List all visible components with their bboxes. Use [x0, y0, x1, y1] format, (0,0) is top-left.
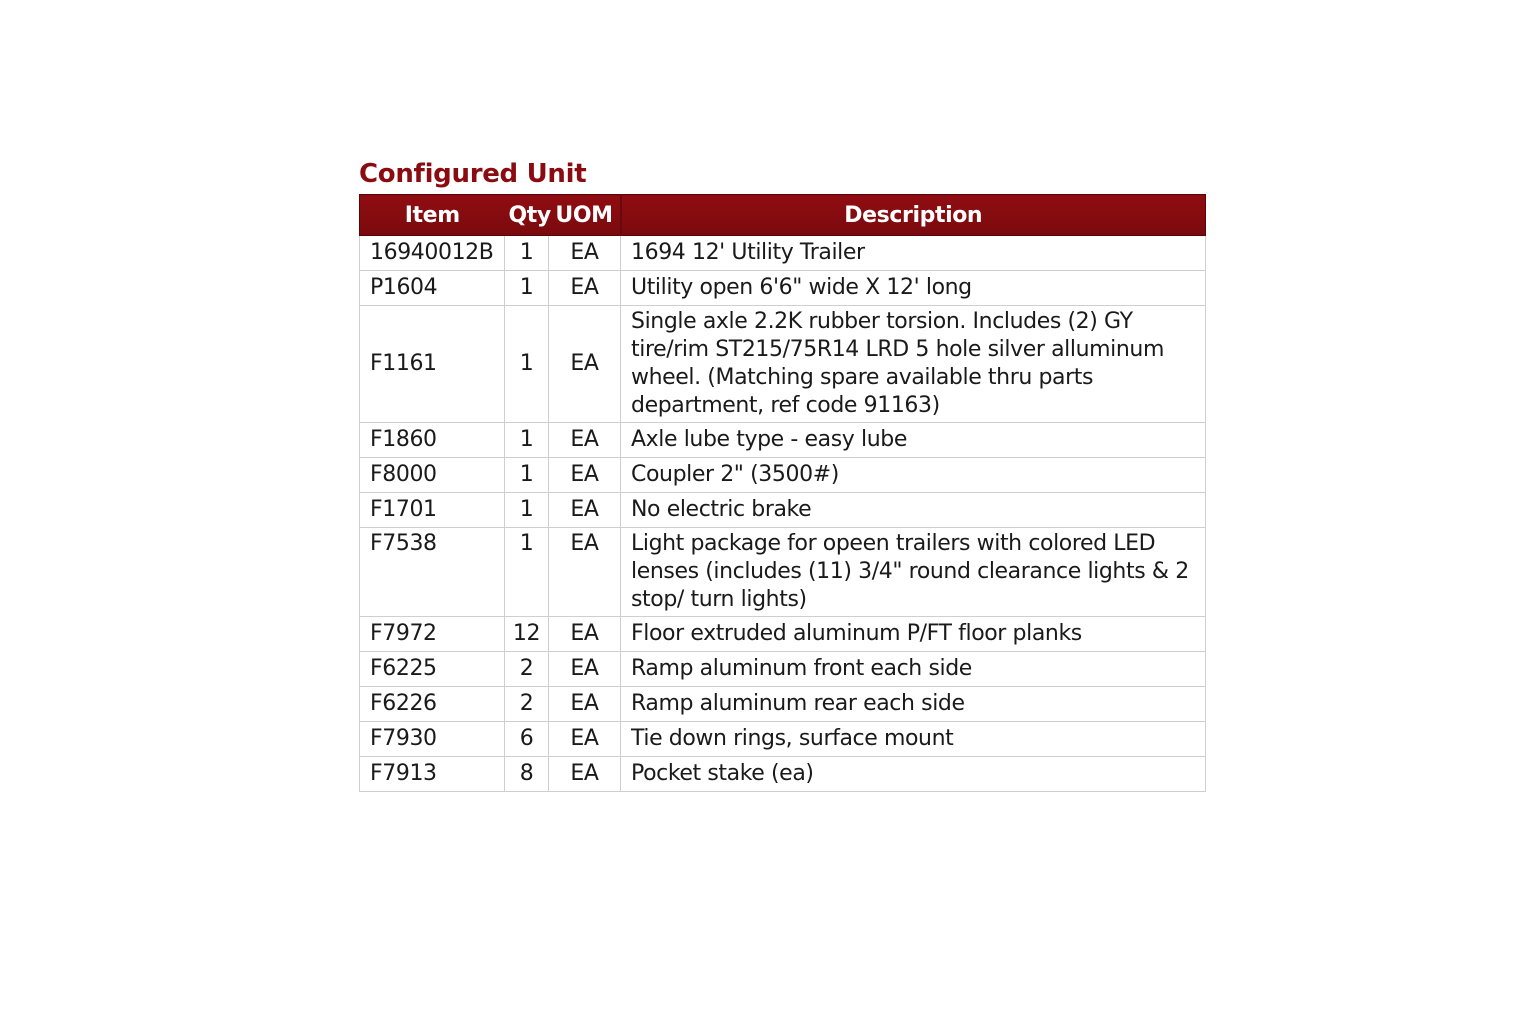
table-row	[360, 458, 1206, 493]
uom-cell: EA	[549, 757, 621, 792]
uom-cell: EA	[549, 458, 621, 493]
table-row	[360, 236, 1206, 271]
description-cell: Tie down rings, surface mount	[621, 722, 1206, 757]
item-cell: F6226	[360, 687, 505, 722]
description-cell: Light package for opeen trailers with colored LED lenses (includes (11) 3/4" round clearance lights & 2 stop/ turn lights)	[621, 528, 1206, 617]
uom-cell: EA	[549, 722, 621, 757]
description-cell: Coupler 2" (3500#)	[621, 458, 1206, 493]
qty-cell: 1	[505, 493, 549, 528]
qty-cell: 1	[505, 271, 549, 306]
header-qty: Qty	[505, 195, 549, 236]
item-cell: 16940012B	[360, 236, 505, 271]
qty-cell: 1	[505, 528, 549, 617]
uom-cell: EA	[549, 423, 621, 458]
qty-cell: 6	[505, 722, 549, 757]
description-cell: Utility open 6'6" wide X 12' long	[621, 271, 1206, 306]
uom-cell: EA	[549, 306, 621, 423]
item-cell: F1860	[360, 423, 505, 458]
qty-cell: 2	[505, 652, 549, 687]
header-description: Description	[621, 195, 1206, 236]
section-title: Configured Unit	[359, 159, 587, 189]
qty-cell: 1	[505, 458, 549, 493]
uom-cell: EA	[549, 687, 621, 722]
item-cell: F7972	[360, 617, 505, 652]
table-row	[360, 722, 1206, 757]
uom-cell: EA	[549, 271, 621, 306]
description-cell: Axle lube type - easy lube	[621, 423, 1206, 458]
uom-cell: EA	[549, 617, 621, 652]
table-row	[360, 493, 1206, 528]
item-cell: F7930	[360, 722, 505, 757]
qty-cell: 1	[505, 306, 549, 423]
table-row	[360, 528, 1206, 617]
table-row	[360, 687, 1206, 722]
item-cell: P1604	[360, 271, 505, 306]
header-item: Item	[360, 195, 505, 236]
item-cell: F6225	[360, 652, 505, 687]
uom-cell: EA	[549, 652, 621, 687]
parts-table	[359, 194, 1206, 792]
description-cell: Ramp aluminum front each side	[621, 652, 1206, 687]
description-cell: No electric brake	[621, 493, 1206, 528]
item-cell: F1161	[360, 306, 505, 423]
header-row	[360, 195, 1206, 236]
configured-unit-section	[359, 156, 1206, 792]
item-cell: F7538	[360, 528, 505, 617]
uom-cell: EA	[549, 493, 621, 528]
description-cell: Pocket stake (ea)	[621, 757, 1206, 792]
table-row	[360, 652, 1206, 687]
uom-cell: EA	[549, 236, 621, 271]
item-cell: F1701	[360, 493, 505, 528]
table-row	[360, 306, 1206, 423]
description-cell: 1694 12' Utility Trailer	[621, 236, 1206, 271]
table-row	[360, 271, 1206, 306]
qty-cell: 12	[505, 617, 549, 652]
description-cell: Ramp aluminum rear each side	[621, 687, 1206, 722]
item-cell: F8000	[360, 458, 505, 493]
table-row	[360, 617, 1206, 652]
table-row	[360, 757, 1206, 792]
qty-cell: 8	[505, 757, 549, 792]
description-cell: Single axle 2.2K rubber torsion. Includes (2) GY tire/rim ST215/75R14 LRD 5 hole silver alluminum wheel. (Matching spare available thru parts department, ref code 91163)	[621, 306, 1206, 423]
item-cell: F7913	[360, 757, 505, 792]
description-cell: Floor extruded aluminum P/FT floor planks	[621, 617, 1206, 652]
table-row	[360, 423, 1206, 458]
qty-cell: 1	[505, 423, 549, 458]
table-body	[360, 236, 1206, 792]
qty-cell: 1	[505, 236, 549, 271]
header-uom: UOM	[549, 195, 621, 236]
uom-cell: EA	[549, 528, 621, 617]
qty-cell: 2	[505, 687, 549, 722]
table-header	[360, 195, 1206, 236]
